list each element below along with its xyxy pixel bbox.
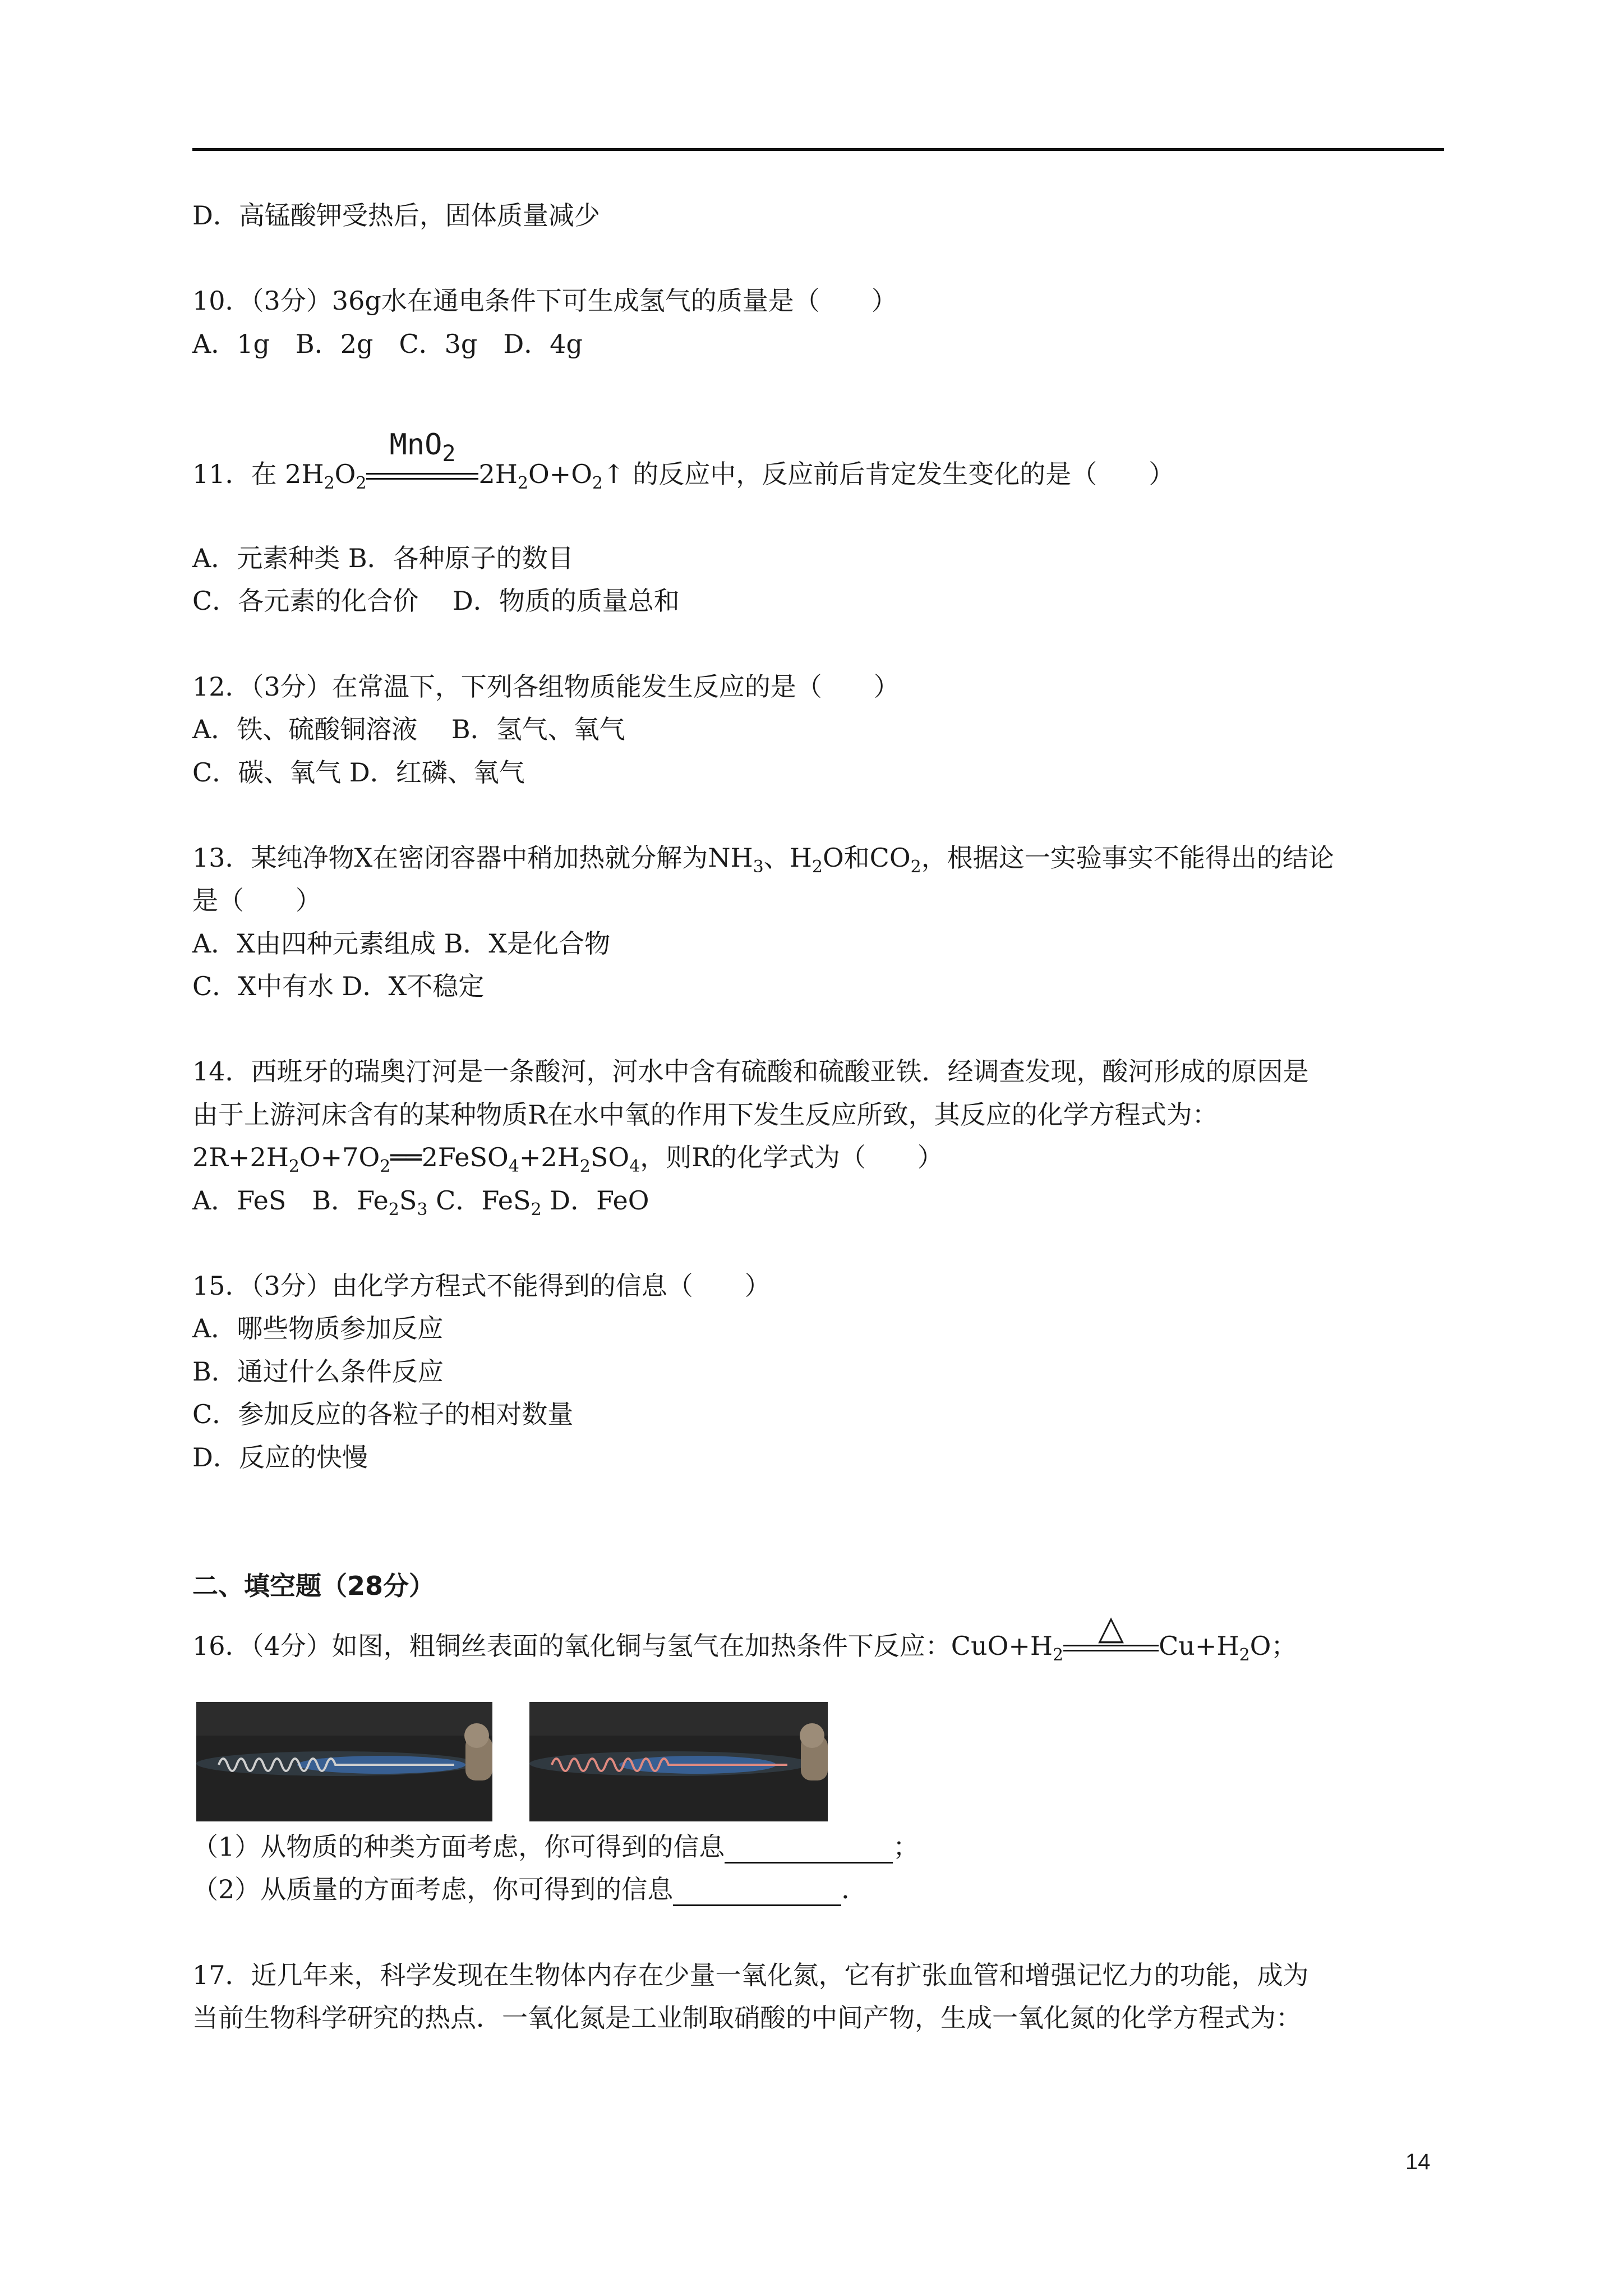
- q16-stem: 16．（4分）如图，粗铜丝表面的氧化铜与氢气在加热条件下反应：$CuO+H_2$ △ $Cu+H_2O$；: [192, 1608, 1297, 1665]
- q15-option-d: D．反应的快慢: [192, 1442, 368, 1473]
- header-rule: [192, 148, 1444, 151]
- q10-stem: 10．（3分）36g水在通电条件下可生成氢气的质量是（ ）: [192, 286, 897, 316]
- q16-answer-blank-1[interactable]: [725, 1837, 893, 1864]
- q12-options-2: C．碳、氧气 D．红磷、氧气: [192, 757, 525, 788]
- copper-wire-photo-after: [529, 1702, 828, 1821]
- q12-stem: 12．（3分）在常温下，下列各组物质能发生反应的是（ ）: [192, 671, 900, 702]
- q11-reaction-condition: MnO$_2$: [366, 457, 478, 491]
- q14-line1: 14．西班牙的瑞奥汀河是一条酸河，河水中含有硫酸和硫酸亚铁．经调查发现，酸河形成的原因是: [192, 1056, 1309, 1087]
- q13-stem-line2: 是（ ）: [192, 885, 321, 915]
- q11-suffix: 的反应中，反应前后肯定发生变化的是（ ）: [633, 459, 1175, 489]
- q15-stem: 15．（3分）由化学方程式不能得到的信息（ ）: [192, 1271, 771, 1301]
- q15-option-c: C．参加反应的各粒子的相对数量: [192, 1399, 574, 1429]
- q14-equation: $2R+2H_2O+7O_2══2FeSO_4+2H_2SO_4$，则R的化学式为（ ）: [192, 1142, 943, 1176]
- q13-stem: 13．某纯净物X在密闭容器中稍加热就分解为$NH_3$、$H_2O$和$CO_2$，根据这一实验事实不能得出的结论: [192, 843, 1334, 877]
- q13-options-1: A．X由四种元素组成 B．X是化合物: [192, 928, 611, 959]
- q17-line2: 当前生物科学研究的热点．一氧化氮是工业制取硝酸的中间产物，生成一氧化氮的化学方程式为：: [192, 2003, 1302, 2033]
- q12-options-1: A．铁、硫酸铜溶液 B．氢气、氧气: [192, 714, 625, 744]
- q11-prefix: 11．在: [192, 459, 277, 489]
- copper-wire-photo-before: [196, 1702, 492, 1821]
- q15-option-b: B．通过什么条件反应: [192, 1356, 444, 1387]
- q16-part2: （2）从质量的方面考虑，你可得到的信息 ．: [192, 1872, 867, 1906]
- q10-options: A．1g B．2g C．3g D．4g: [192, 329, 583, 359]
- q11-stem: [192, 428, 1175, 500]
- q9-option-d: D．高锰酸钾受热后，固体质量减少: [192, 200, 600, 231]
- q11-options-1: A．元素种类 B．各种原子的数目: [192, 543, 574, 573]
- q17-line1: 17．近几年来，科学发现在生物体内存在少量一氧化氮，它有扩张血管和增强记忆力的功能，成为: [192, 1960, 1309, 1990]
- page-number: 14: [1405, 2150, 1431, 2174]
- q15-option-a: A．哪些物质参加反应: [192, 1313, 444, 1343]
- q14-options: A．FeS B．$Fe_2S_3$ C．FeS$_2$ D．FeO: [192, 1185, 649, 1220]
- q11-options-2: C．各元素的化合价 D．物质的质量总和: [192, 586, 680, 616]
- q11-equation: $2H_2O_2$ MnO$_2$ $2H_2O+O_2↑$: [285, 428, 625, 493]
- q16-answer-blank-2[interactable]: [673, 1880, 841, 1906]
- q13-options-2: C．X中有水 D．X不稳定: [192, 971, 485, 1001]
- section-heading-fill-in: 二、填空题（28分）: [192, 1571, 435, 1601]
- q16-heat-condition: △: [1063, 1629, 1159, 1663]
- q16-part1: （1）从物质的种类方面考虑，你可得到的信息 ；: [192, 1830, 919, 1864]
- q14-line2: 由于上游河床含有的某种物质R在水中氧的作用下发生反应所致，其反应的化学方程式为：: [192, 1099, 1218, 1130]
